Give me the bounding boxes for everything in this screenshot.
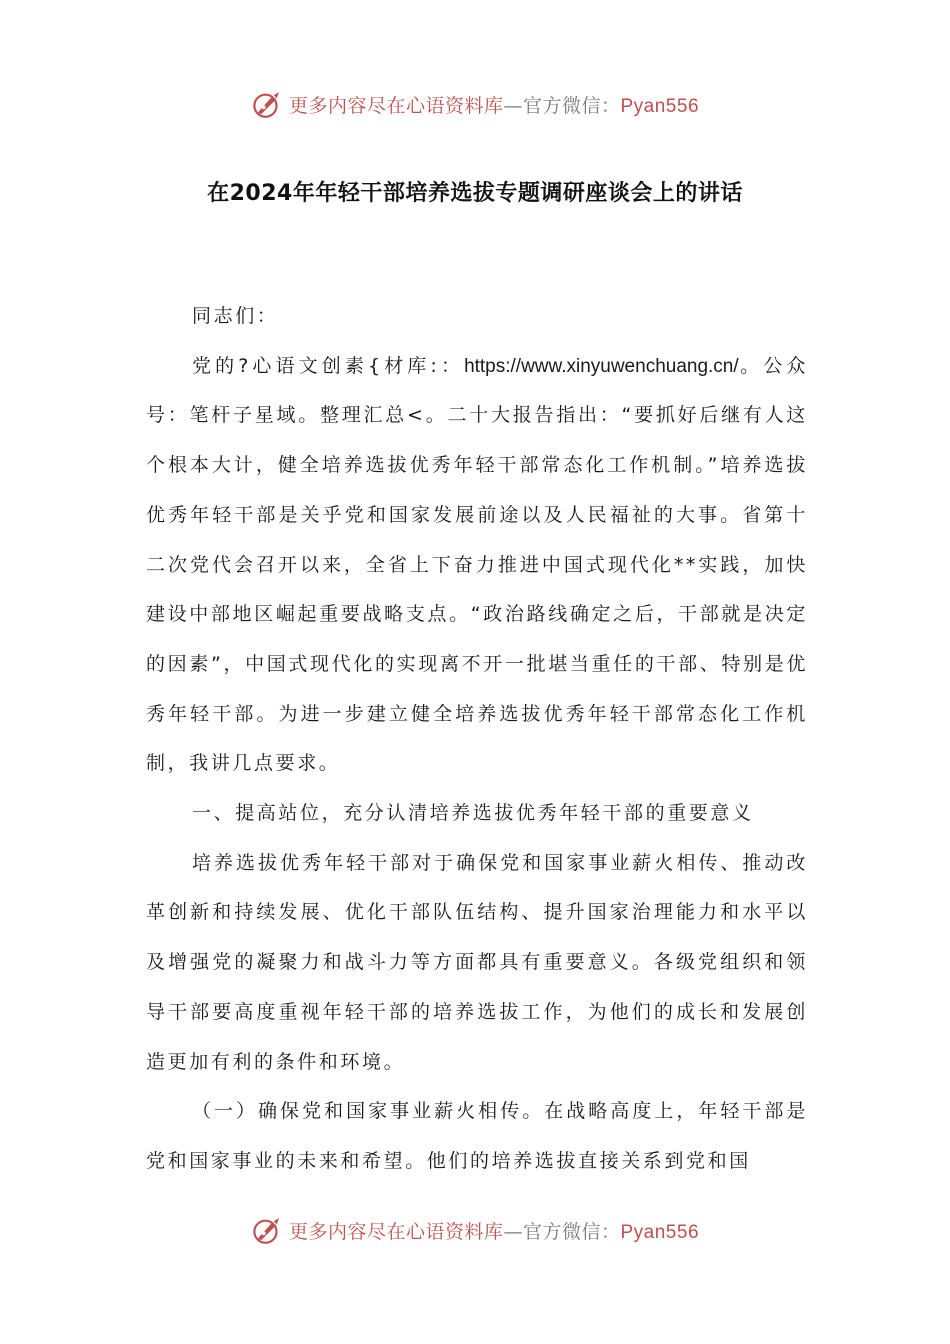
paragraph-3: （一）确保党和国家事业薪火相传。在战略高度上，年轻干部是党和国家事业的未来和希望。他们的培养选拔直接关系到党和国 <box>146 1100 808 1172</box>
paragraph-2: 培养选拔优秀年轻干部对于确保党和国家事业薪火相传、推动改革创新和持续发展、优化干部队伍结构、提升国家治理能力和水平以及增强党的凝聚力和战斗力等方面都具有重要意义。各级党组织和领导干部要高度重视年轻干部的培养选拔工作，为他们的成长和发展创造更加有利的条件和环境。 <box>146 851 808 1073</box>
source-link[interactable]: https://www.xinyuwenchuang.cn/ <box>464 355 739 377</box>
pen-nib-logo-icon <box>251 1213 285 1247</box>
header-banner <box>0 86 950 122</box>
footer-banner <box>0 1212 950 1248</box>
banner-official-label: 官方微信： <box>522 1220 621 1243</box>
paragraph-1 <box>146 342 808 789</box>
salutation: 同志们： <box>192 305 279 327</box>
document-body <box>146 292 808 1187</box>
banner-official-label: 官方微信： <box>522 94 621 117</box>
banner-site-text: 更多内容尽在心语资料库 <box>288 1220 504 1243</box>
pen-nib-logo-icon <box>251 87 285 121</box>
paragraph-1-lead: 党的?心语文创素{材库:： <box>192 354 465 377</box>
banner-dash: — <box>503 1220 523 1243</box>
banner-wechat-id: Pyan556 <box>620 95 700 117</box>
banner-dash: — <box>503 94 523 117</box>
paragraph-1-body: 。公众号：笔杆子星域。整理汇总<。二十大报告指出：“要抓好后继有人这个根本大计，健全培养选拔优秀年轻干部常态化工作机制。”培养选拔优秀年轻干部是关乎党和国家发展前途以及人民福祉的大事。省第十二次党代会召开以来，全省上下奋力推进中国式现代化**实践，加快建设中部地区崛起重要战略支点。“政治路线确定之后，干部就是决定的因素”，中国式现代化的实现离不开一批堪当重任的干部、特别是优秀年轻干部。为进一步建立健全培养选拔优秀年轻干部常态化工作机制，我讲几点要求。 <box>146 354 808 775</box>
section-heading-1: 一、提高站位，充分认清培养选拔优秀年轻干部的重要意义 <box>192 802 754 825</box>
banner-text <box>289 91 699 118</box>
banner-site-text: 更多内容尽在心语资料库 <box>288 94 504 117</box>
banner-wechat-id: Pyan556 <box>620 1221 700 1243</box>
banner-text <box>289 1217 699 1244</box>
document-title: 在2024年年轻干部培养选拔专题调研座谈会上的讲话 <box>207 181 743 206</box>
